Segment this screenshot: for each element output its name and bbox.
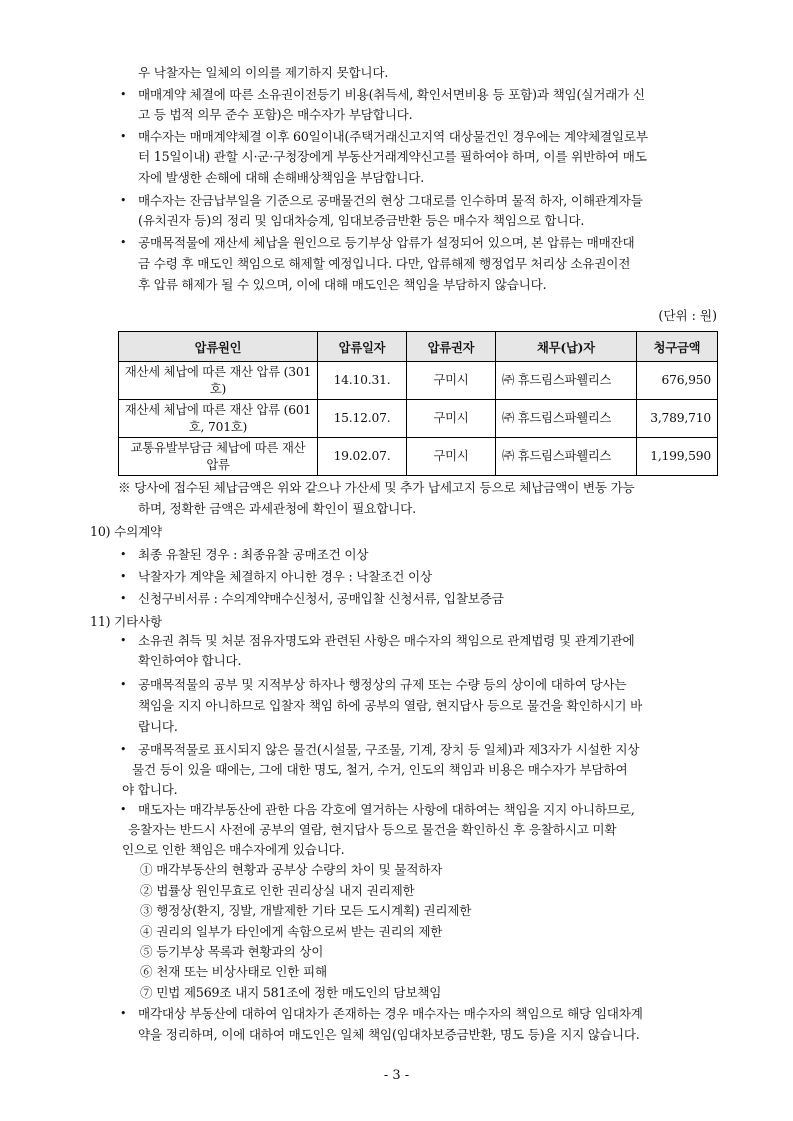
cell-debtor: ㈜ 휴드림스파웰리스 [496,362,637,400]
text-line: ⑦ 민법 제569조 내지 581조에 정한 매도인의 담보책임 [140,985,442,1000]
text-line: ※ 당사에 접수된 체납금액은 위와 같으나 가산세 및 추가 납세고지 등으로 체납금액이 변동 가능 [118,480,635,495]
text-line: 물건 등이 있을 때에는, 그에 대한 명도, 철거, 수거, 인도의 책임과 비용은 매수자가 부담하여 [132,762,628,777]
bullet-icon: • [120,236,127,249]
bullet-icon: • [120,592,127,605]
cell-holder: 구미시 [407,438,496,476]
text-line: ② 법률상 원인무효로 인한 권리상실 내지 권리제한 [140,883,415,898]
seizure-table [118,331,718,476]
bullet-icon: • [120,803,127,816]
cell-date: 19.02.07. [318,438,407,476]
text-line: 공매목적물에 재산세 체납을 원인으로 등기부상 압류가 설정되어 있으며, 본 압류는 매매잔대 [138,235,635,250]
text-line: 야 합니다. [122,782,178,797]
header-holder: 압류권자 [407,332,496,362]
text-line: 최종 유찰된 경우 : 최종유찰 공매조건 이상 [138,547,369,562]
table-row [119,400,718,438]
text-line: 금 수령 후 매도인 책임으로 해제할 예정입니다. 다만, 압류해제 행정업무 처리상 소유권이전 [138,256,631,271]
bullet-icon: • [120,678,127,691]
header-amount: 청구금액 [637,332,718,362]
page-number: - 3 - [383,1068,410,1083]
header-cause: 압류원인 [119,332,318,362]
bullet-icon: • [120,130,127,143]
cell-date: 15.12.07. [318,400,407,438]
text-line: 10) 수의계약 [90,524,163,539]
bullet-icon: • [120,194,127,207]
text-line: 매매계약 체결에 따른 소유권이전등기 비용(취득세, 확인서면비용 등 포함)과 책임(실거래가 신 [138,87,645,102]
unit-label: (단위 : 원) [658,308,717,323]
text-line: 랍니다. [138,719,178,734]
text-line: 신청구비서류 : 수의계약매수신청서, 공매입찰 신청서류, 입찰보증금 [138,591,504,606]
text-line: 하며, 정확한 금액은 과세관청에 확인이 필요합니다. [138,501,416,516]
text-line: 후 압류 해제가 될 수 있으며, 이에 대해 매도인은 책임을 부담하지 않습니다. [138,277,547,292]
text-line: 터 15일이내) 관할 시·군·구청장에게 부동산거래계약신고를 필하여야 하며, 이를 위반하여 매도 [138,149,647,164]
bullet-icon: • [120,570,127,583]
text-line: ① 매각부동산의 현황과 공부상 수량의 차이 및 물적하자 [140,862,443,877]
text-line: 확인하여야 합니다. [138,653,242,668]
text-line: 약을 정리하며, 이에 대하여 매도인은 일체 책임(임대차보증금반환, 명도 등)을 지지 않습니다. [138,1027,640,1042]
text-line: 고 등 법적 의무 준수 포함)은 매수자가 부담합니다. [138,107,413,122]
text-line: 응찰자는 반드시 사전에 공부의 열람, 현지답사 등으로 물건을 확인하신 후 응찰하시고 미확 [128,822,617,837]
text-line: 매수자는 매매계약체결 이후 60일이내(주택거래신고지역 대상물건인 경우에는 계약체결일로부 [138,129,648,144]
text-line: 자에 발생한 손해에 대해 손해배상책임을 부담합니다. [138,170,425,185]
text-line: 매도자는 매각부동산에 관한 다음 각호에 열거하는 사항에 대하여는 책임을 지지 아니하므로, [138,802,635,817]
cell-debtor: ㈜ 휴드림스파웰리스 [496,400,637,438]
text-line: 인으로 인한 책임은 매수자에게 있습니다. [122,842,345,857]
text-line: 공매목적물의 공부 및 지적부상 하자나 행정상의 규제 또는 수량 등의 상이에 대하여 당사는 [138,677,627,692]
text-line: (유치권자 등)의 정리 및 임대차승계, 임대보증금반환 등은 매수자 책임으로 합니다. [138,213,585,228]
text-line: ⑥ 천재 또는 비상사태로 인한 피해 [140,964,327,979]
cell-amount: 676,950 [637,362,718,400]
text-line: 매각대상 부동산에 대하여 임대차가 존재하는 경우 매수자는 매수자의 책임으로 해당 임대차계 [138,1006,643,1021]
text-line: ④ 권리의 일부가 타인에게 속함으로써 받는 권리의 제한 [140,924,443,939]
table-header-row [119,332,718,362]
cell-holder: 구미시 [407,400,496,438]
bullet-icon: • [120,1007,127,1020]
cell-cause: 재산세 체납에 따른 재산 압류 (601호, 701호) [119,400,318,438]
cell-debtor: ㈜ 휴드림스파웰리스 [496,438,637,476]
header-date: 압류일자 [318,332,407,362]
cell-amount: 3,789,710 [637,400,718,438]
bullet-icon: • [120,548,127,561]
text-line: ③ 행정상(환지, 징발, 개발제한 기타 모든 도시계획) 권리제한 [140,903,472,918]
text-line: 공매목적물로 표시되지 않은 물건(시설물, 구조물, 기계, 장치 등 일체)과 제3자가 시설한 지상 [138,742,640,757]
bullet-icon: • [120,634,127,647]
text-line: 소유권 취득 및 처분 점유자명도와 관련된 사항은 매수자의 책임으로 관계법령 및 관계기관에 [138,633,635,648]
bullet-icon: • [120,743,127,756]
header-debtor: 채무(납)자 [496,332,637,362]
table-row [119,362,718,400]
text-line: 낙찰자가 계약을 체결하지 아니한 경우 : 낙찰조건 이상 [138,569,432,584]
cell-cause: 교통유발부담금 체납에 따른 재산 압류 [119,438,318,476]
bullet-icon: • [120,88,127,101]
cell-date: 14.10.31. [318,362,407,400]
text-line: 매수자는 잔금납부일을 기준으로 공매물건의 현상 그대로를 인수하며 물적 하자, 이해관계자들 [138,193,643,208]
cell-holder: 구미시 [407,362,496,400]
cell-cause: 재산세 체납에 따른 재산 압류 (301호) [119,362,318,400]
text-line: ⑤ 등기부상 목록과 현황과의 상이 [140,944,324,959]
text-line: 우 낙찰자는 일체의 이의를 제기하지 못합니다. [138,65,389,80]
text-line: 11) 기타사항 [90,614,163,629]
table-row [119,438,718,476]
text-line: 책임을 지지 아니하므로 입찰자 책임 하에 공부의 열람, 현지답사 등으로 물건을 확인하시기 바 [138,698,643,713]
cell-amount: 1,199,590 [637,438,718,476]
